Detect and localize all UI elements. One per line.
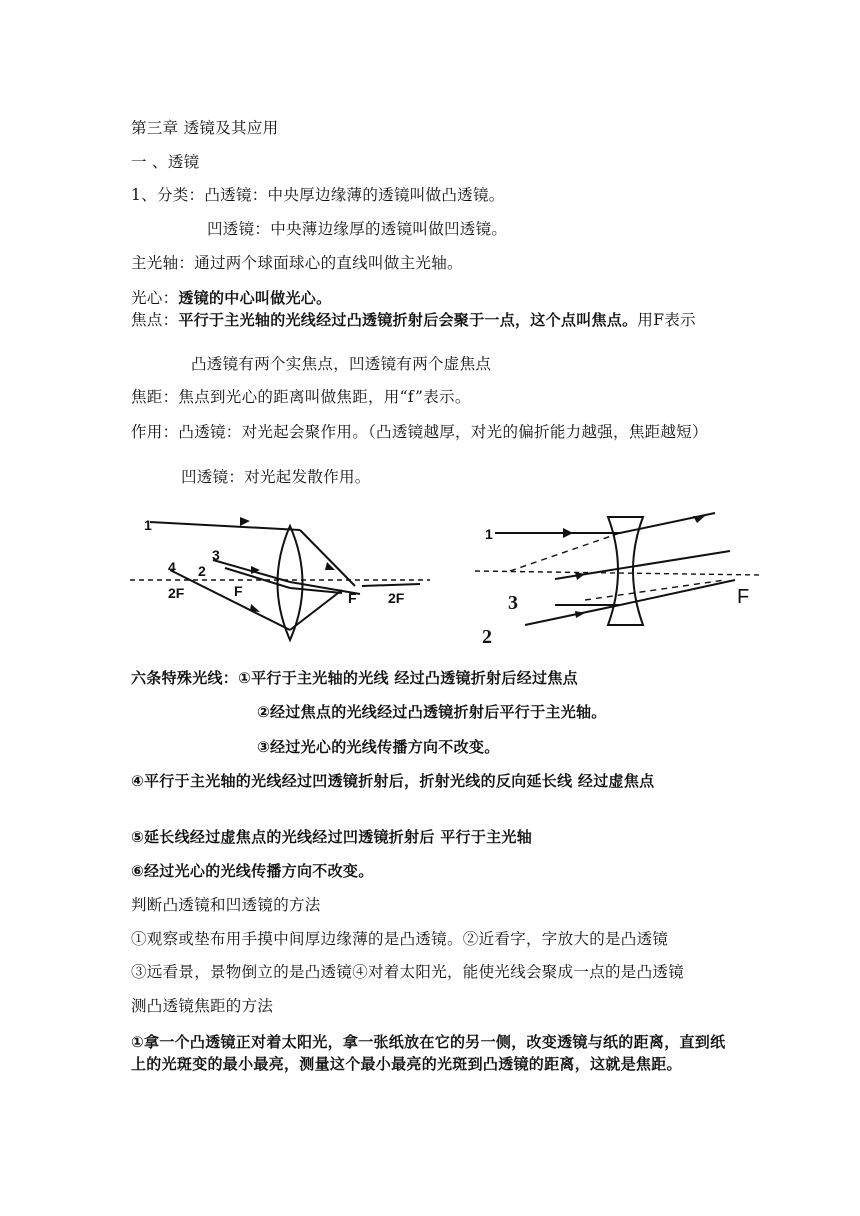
classification-convex: 1、分类：凸透镜：中央厚边缘薄的透镜叫做凸透镜。	[131, 186, 505, 204]
main-axis-definition: 主光轴：通过两个球面球心的直线叫做主光轴。	[131, 254, 463, 272]
special-ray-2: ②经过焦点的光线经过凸透镜折射后平行于主光轴。	[257, 703, 607, 721]
convex-label-ray3: 3	[212, 547, 220, 563]
special-ray-4: ④平行于主光轴的光线经过凹透镜折射后，折射光线的反向延长线 经过虚焦点	[131, 772, 655, 790]
measure-text: ①拿一个凸透镜正对着太阳光，拿一张纸放在它的另一侧，改变透镜与纸的距离，直到纸上的光斑变的最小最亮，测量这个最小最亮的光斑到凸透镜的距离，这就是焦距。	[131, 1033, 726, 1073]
measure-title: 测凸透镜焦距的方法	[131, 997, 274, 1015]
classification-concave: 凹透镜：中央薄边缘厚的透镜叫做凹透镜。	[207, 220, 508, 238]
figure-number-2: 2	[482, 626, 492, 648]
arrow-icon	[240, 517, 250, 526]
convex-label-2f-left: 2F	[168, 585, 185, 601]
convex-label-ray1: 1	[144, 517, 152, 533]
judge-line-1: ①观察或垫布用手摸中间厚边缘薄的是凸透镜。②近看字，字放大的是凸透镜	[131, 930, 669, 948]
concave-label-f: F	[737, 586, 750, 608]
function-concave: 凹透镜：对光起发散作用。	[181, 468, 371, 486]
convex-label-2f-right: 2F	[388, 590, 405, 606]
focus-definition	[131, 311, 731, 330]
concave-lens-figure	[465, 505, 765, 640]
focus-text: 平行于主光轴的光线经过凸透镜折射后会聚于一点，这个点叫焦点。	[178, 311, 638, 329]
arrow-icon	[563, 528, 573, 538]
judge-title: 判断凸透镜和凹透镜的方法	[131, 896, 321, 914]
focus-suffix: 用F表示	[637, 311, 696, 329]
judge-line-2: ③远看景，景物倒立的是凸透镜④对着太阳光，能使光线会聚成一点的是凸透镜	[131, 963, 685, 981]
function-convex: 作用：凸透镜：对光起会聚作用。（凸透镜越厚，对光的偏折能力越强，焦距越短）	[131, 423, 708, 441]
chapter-title: 第三章 透镜及其应用	[131, 119, 279, 137]
convex-label-ray4: 4	[168, 559, 176, 575]
optical-center-definition	[131, 289, 331, 308]
figure-number-3: 3	[508, 592, 518, 614]
convex-label-ray2: 2	[198, 563, 206, 579]
focus-note: 凸透镜有两个实焦点，凹透镜有两个虚焦点	[191, 355, 492, 373]
special-rays-intro: 六条特殊光线：①平行于主光轴的光线 经过凸透镜折射后经过焦点	[131, 669, 578, 687]
section-title: 一 、透镜	[131, 153, 200, 171]
special-ray-6: ⑥经过光心的光线传播方向不改变。	[131, 862, 374, 880]
focus-label: 焦点：	[131, 311, 179, 329]
special-ray-3: ③经过光心的光线传播方向不改变。	[257, 738, 500, 756]
optical-center-text: 透镜的中心叫做光心。	[178, 289, 332, 307]
arrow-icon	[693, 516, 705, 523]
focal-length-definition: 焦距：焦点到光心的距离叫做焦距，用“f”表示。	[131, 388, 471, 406]
concave-label-ray1: 1	[485, 526, 493, 542]
arrow-icon	[250, 604, 260, 612]
convex-lens-figure	[130, 508, 450, 648]
optical-center-label: 光心：	[131, 289, 179, 307]
special-ray-5: ⑤延长线经过虚焦点的光线经过凹透镜折射后 平行于主光轴	[131, 828, 533, 846]
convex-label-f-left: F	[234, 583, 243, 599]
convex-label-f-right: F	[348, 590, 357, 606]
